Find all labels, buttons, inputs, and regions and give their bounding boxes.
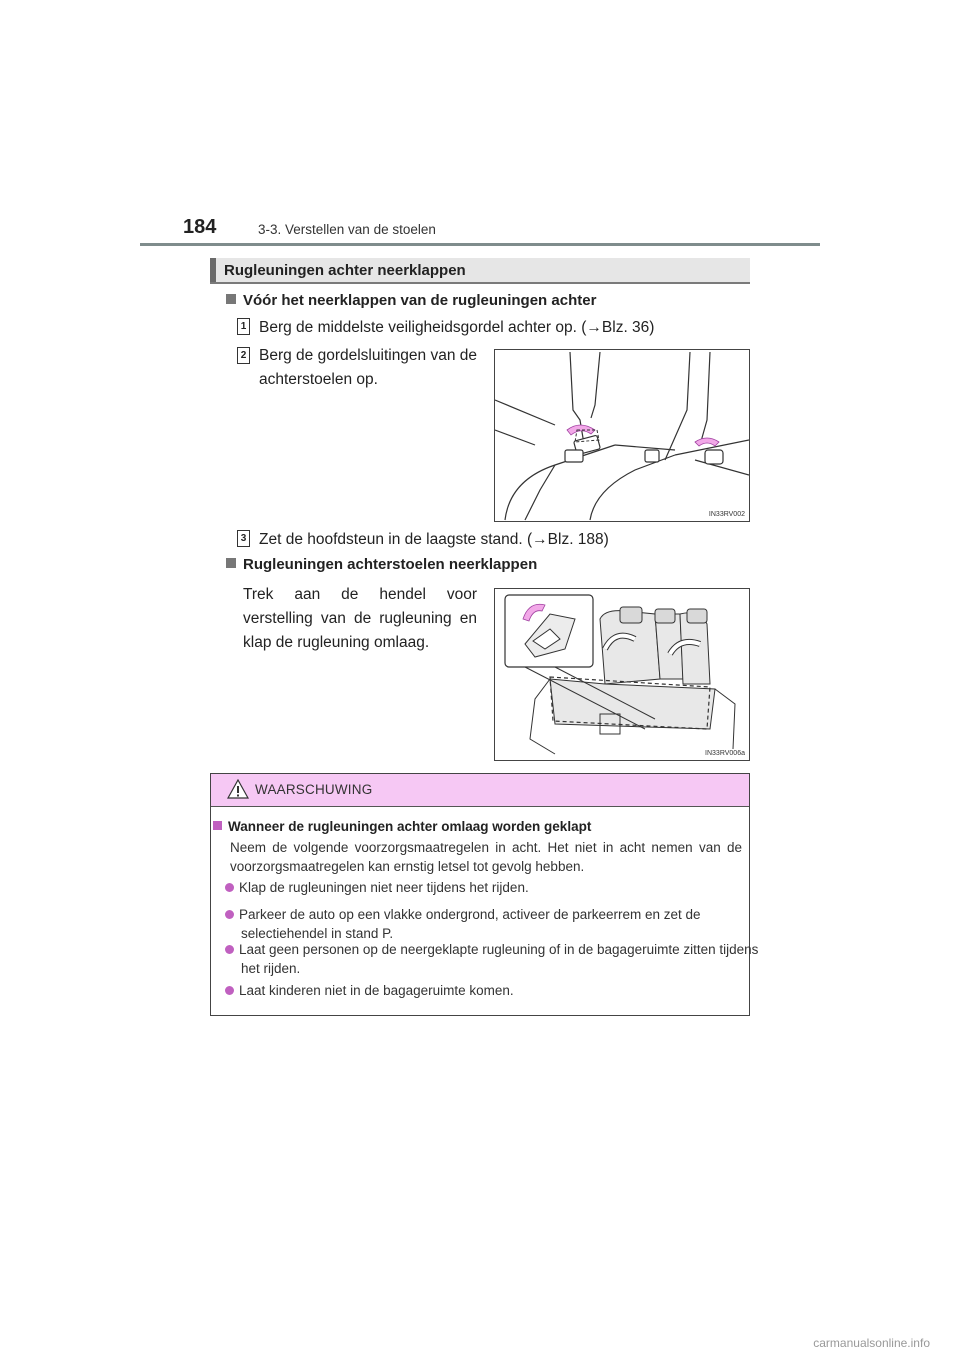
warning-item-text: Laat kinderen niet in de bagageruimte komen. (239, 983, 514, 998)
figure-folding-seatback (494, 588, 750, 761)
subsection-heading-before-folding (226, 292, 596, 309)
warning-intro: Neem de volgende voorzorgsmaatregelen in acht. Het niet in acht nemen van de voorzorgsmaatregelen kan ernstig letsel tot gevolg hebben. (230, 840, 742, 874)
step-number-box: 3 (237, 530, 250, 547)
bullet-dot-icon (225, 945, 234, 954)
subsection-heading-text: Vóór het neerklappen van de rugleuningen achter (243, 292, 597, 309)
warning-item (225, 905, 761, 943)
step-text: Berg de middelste veiligheidsgordel achter op. (→Blz. 36) (259, 319, 655, 336)
footer-watermark: carmanualsonline.info (813, 1336, 930, 1350)
square-bullet-icon (226, 558, 236, 568)
header-rule (140, 243, 820, 246)
warning-item-text: Laat geen personen op de neergeklapte rugleuning of in de bagageruimte zitten tijdens het rijden. (239, 942, 759, 976)
step-text: Zet de hoofdsteun in de laagste stand. (→Blz. 188) (259, 531, 609, 548)
square-bullet-icon (226, 294, 236, 304)
warning-item (225, 878, 745, 897)
figure-buckle-storage (494, 349, 750, 522)
section-title: Rugleuningen achter neerklappen (224, 262, 466, 279)
page-number: 184 (183, 216, 217, 238)
warning-title-text: Wanneer de rugleuningen achter omlaag worden geklapt (228, 819, 592, 834)
warning-item (225, 981, 745, 1000)
warning-item-text: Parkeer de auto op een vlakke ondergrond, activeer de parkeerrem en zet de selectiehendel in stand P. (239, 907, 701, 941)
step-number-box: 1 (237, 318, 250, 335)
section-title-band (210, 258, 750, 284)
bullet-dot-icon (225, 883, 234, 892)
seatback-folding-illustration (495, 589, 749, 760)
warning-box (210, 773, 759, 1016)
warning-item-text: Klap de rugleuningen niet neer tijdens het rijden. (239, 880, 529, 895)
step-text: Berg de gordelsluitingen van de achterstoelen op. (259, 347, 478, 388)
subsection-heading-folding (226, 556, 537, 573)
bullet-dot-icon (225, 910, 234, 919)
subsection-heading-text: Rugleuningen achterstoelen neerklappen (243, 556, 538, 573)
seat-buckle-illustration (495, 350, 749, 521)
square-bullet-icon (213, 821, 222, 830)
warning-item (225, 940, 761, 978)
warning-header (211, 774, 749, 807)
warning-label: WAARSCHUWING (255, 782, 373, 797)
figure-code: IN33RV002 (708, 511, 745, 518)
section-label: 3-3. Verstellen van de stoelen (258, 222, 436, 237)
warning-title (213, 819, 591, 834)
figure-code: IN33RV006a (705, 750, 745, 757)
folding-instruction-text: Trek aan de hendel voor verstelling van de rugleuning en klap de rugleuning omlaag. (243, 586, 477, 651)
bullet-dot-icon (225, 986, 234, 995)
warning-triangle-icon (227, 779, 249, 799)
step-number-box: 2 (237, 347, 250, 364)
section-title-bar (210, 258, 216, 282)
